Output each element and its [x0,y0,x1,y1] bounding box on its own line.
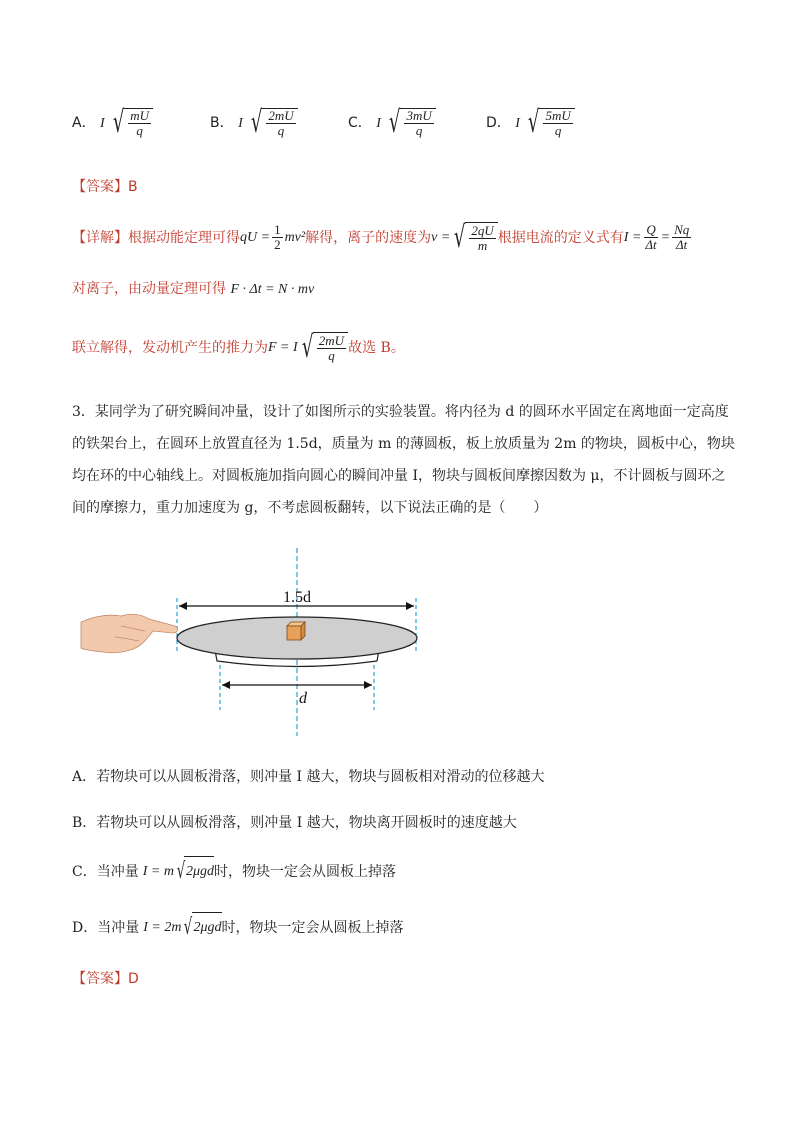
answer-1: 【答案】B [72,179,138,195]
apparatus-figure [75,540,435,740]
answer-2: 【答案】D [72,971,139,987]
block [287,622,305,640]
option-d: D．当冲量 I = 2m √ 2μgd 时，物块一定会从圆板上掉落 [72,912,404,943]
hand-icon [81,614,177,652]
option-a: A．若物块可以从圆板滑落，则冲量 I 越大，物块与圆板相对滑动的位移越大 [72,769,545,785]
detail-line-1: 【详解】 根据动能定理可得 qU = $\frac{1}{2}$ mv² 解得，离子的速度为 v = √ $\frac{2qU}{m}$ 根据电流的定义式有 I = $\frac{Q}{\Delta t}$ = $\frac{Nq}{\Delta t}$ [72,219,690,255]
option-d-prev: D． I √ $\frac{5mU}{q}$ [486,108,575,138]
detail-line-3: 联立解得，发动机产生的推力为 F = I √ $\frac{2mU}{q}$ 故选 B。 [72,329,405,365]
option-b-prev: B． I √ $\frac{2mU}{q}$ [210,108,298,138]
label-1-5d: 1.5d [283,589,311,606]
sqrt-velocity: √ $\frac{2qU}{m}$ [450,222,498,253]
option-c: C．当冲量 I = m √ 2μgd 时，物块一定会从圆板上掉落 [72,856,396,887]
label-d: d [299,690,307,707]
question-3: 3．某同学为了研究瞬间冲量，设计了如图所示的实验装置。将内径为 d 的圆环水平固定在离地面一定高度 的铁架台上，在圆环上放置直径为 1.5d，质量为 m 的薄圆板，板上放质量为 2m 的物块，圆板中心，物块 均在环的中心轴线上。对圆板施加指向圆心的瞬间冲量 I，物块与圆板间摩擦因数为 μ，不计圆板与圆环之 间的摩擦力，重力加速度为 g，不考虑圆板翻转，以下说法正确的是（ ） [72,404,735,516]
option-b: B．若物块可以从圆板滑落，则冲量 I 越大，物块离开圆板时的速度越大 [72,815,517,831]
detail-line-2: 对离子，由动量定理可得 F · Δt = N · mv [72,281,315,297]
option-a-prev: A． I √ $\frac{mU}{q}$ [72,108,153,138]
fraction-half: $\frac{1}{2}$ [274,222,281,252]
option-c-prev: C． I √ $\frac{3mU}{q}$ [348,108,436,138]
